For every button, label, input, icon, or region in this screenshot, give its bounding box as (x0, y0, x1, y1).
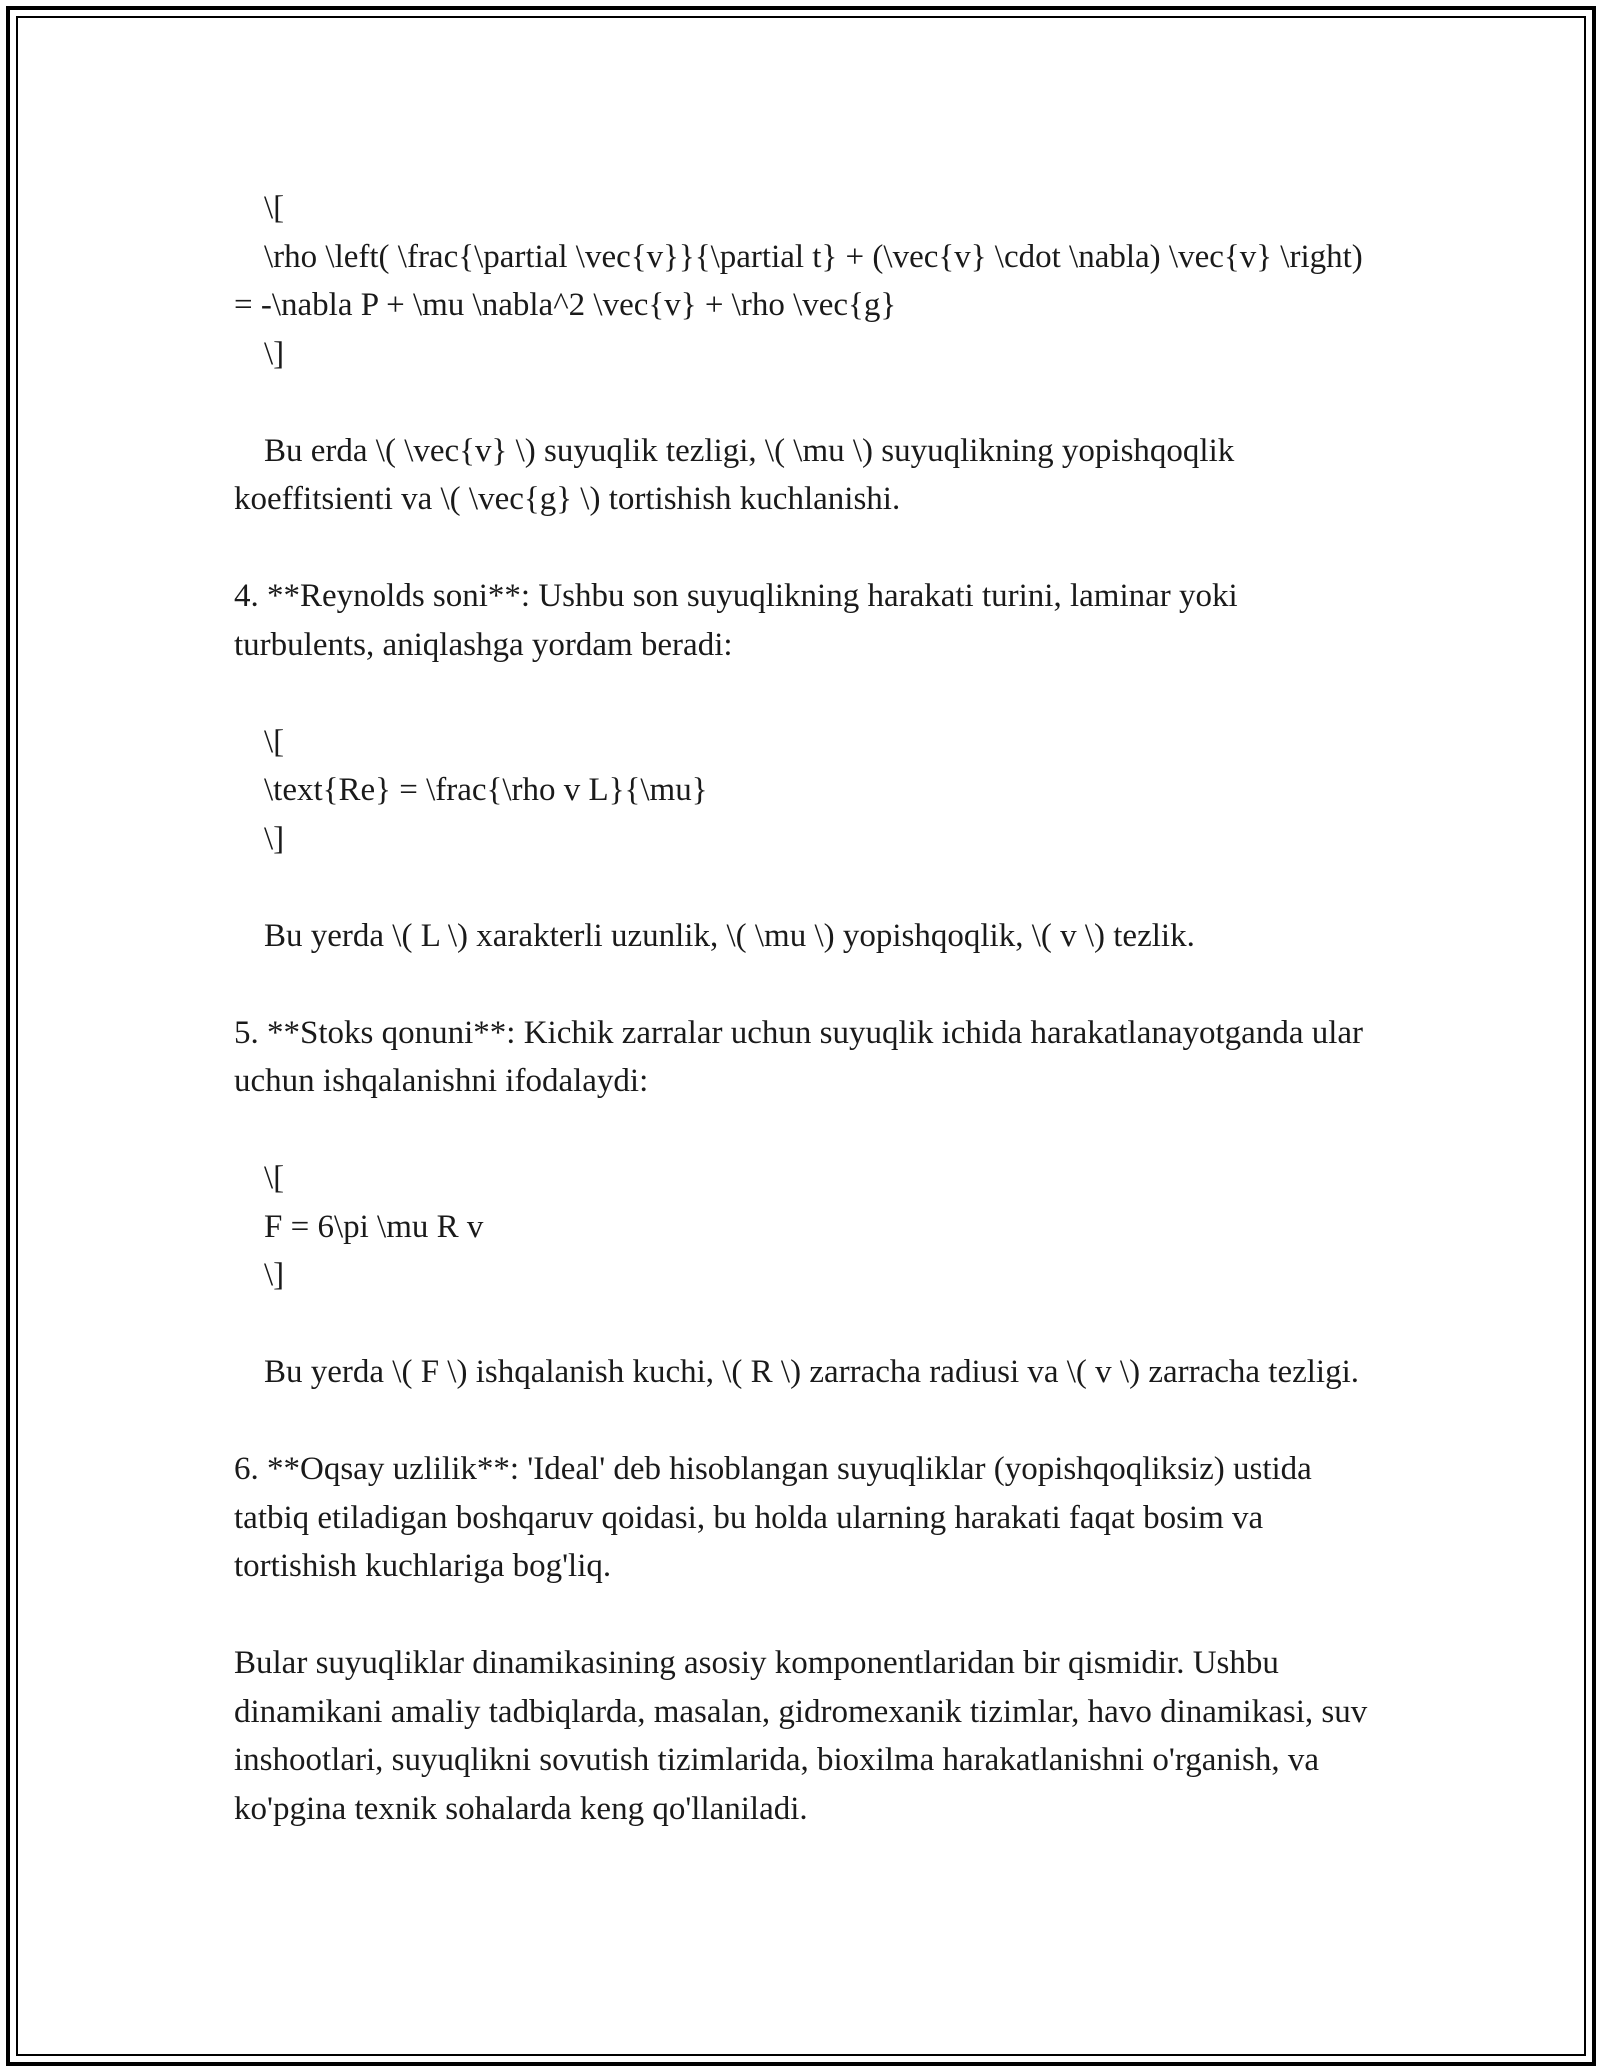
formula-line: F = 6\pi \mu R v (264, 1208, 484, 1245)
formula-line: \] (264, 820, 285, 857)
formula-line: \] (264, 335, 285, 372)
blank-line (234, 524, 1384, 573)
paragraph: 6. **Oqsay uzlilik**: 'Ideal' deb hisoblangan suyuqliklar (yopishqoqliksiz) ustida tatbiq etiladigan boshqaruv qoidasi, bu holda ularning harakati faqat bosim va tortishish kuchlariga bog'liq. (234, 1451, 1312, 1584)
blank-line (234, 863, 1384, 912)
paragraph: \rho \left( \frac{\partial \vec{v}}{\partial t} + (\vec{v} \cdot \nabla) \vec{v} \right) = -\nabla P + \mu \nabla^2 \vec{v} + \rho \vec{g} (234, 238, 1363, 323)
paragraph: 4. **Reynolds soni**: Ushbu son suyuqlikning harakati turini, laminar yoki turbulents, aniqlashga yordam beradi: (234, 578, 1238, 663)
formula-line: \text{Re} = \frac{\rho v L}{\mu} (264, 772, 708, 808)
blank-line (234, 960, 1384, 1009)
paragraph: Bu yerda \( F \) ishqalanish kuchi, \( R \) zarracha radiusi va \( v \) zarracha tezligi. (264, 1354, 1360, 1390)
blank-line (234, 1591, 1384, 1640)
blank-line (234, 1300, 1384, 1349)
document-body (234, 184, 1384, 1833)
blank-line (234, 1397, 1384, 1446)
paragraph: Bular suyuqliklar dinamikasining asosiy komponentlaridan bir qismidir. Ushbu dinamikani amaliy tadbiqlarda, masalan, gidromexanik tizimlar, havo dinamikasi, suv inshootlari, suyuqlikni sovutish tizimlarida, bioxilma harakatlanishni o'rganish, va ko'pgina texnik sohalarda keng qo'llaniladi. (234, 1645, 1368, 1827)
formula-line: \[ (264, 723, 285, 760)
paragraph: 5. **Stoks qonuni**: Kichik zarralar uchun suyuqlik ichida harakatlanayotganda ular uchun ishqalanishni ifodalaydi: (234, 1014, 1364, 1099)
paragraph: Bu yerda \( L \) xarakterli uzunlik, \( \mu \) yopishqoqlik, \( v \) tezlik. (264, 917, 1195, 954)
blank-line (234, 378, 1384, 427)
paragraph: Bu erda \( \vec{v} \) suyuqlik tezligi, \( \mu \) suyuqlikning yopishqoqlik koeffitsienti va \( \vec{g} \) tortishish kuchlanishi. (234, 432, 1235, 517)
blank-line (234, 1106, 1384, 1155)
blank-line (234, 669, 1384, 718)
formula-line: \] (264, 1257, 285, 1293)
formula-line: \[ (264, 1160, 285, 1196)
formula-line: \[ (264, 190, 285, 226)
